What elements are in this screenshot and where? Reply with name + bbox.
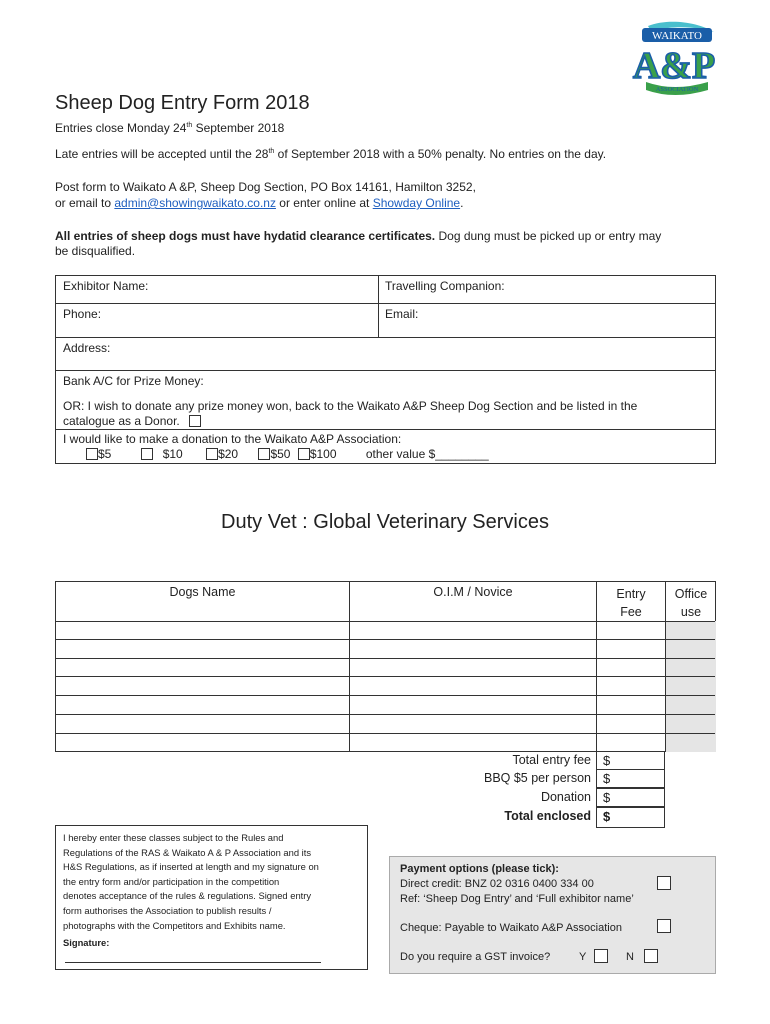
direct-credit-text: Direct credit: BNZ 02 0316 0400 334 00 [400,878,594,890]
declaration-box [55,825,368,970]
col-dogs-name: Dogs Name [169,585,236,599]
declaration-line: H&S Regulations, as if inserted at length and my signature on [63,861,319,873]
showday-online-link[interactable]: Showday Online [372,196,461,210]
other-value-field[interactable]: other value $________ [365,447,489,461]
donation-100-checkbox[interactable] [298,448,310,460]
hydatid-notice-line2: be disqualified. [55,244,136,258]
email-link[interactable]: admin@showingwaikato.co.nz [114,196,276,210]
direct-credit-checkbox[interactable] [657,876,671,890]
donation-5-checkbox[interactable] [86,448,98,460]
bbq-label: BBQ $5 per person [483,771,591,785]
col-oim-novice: O.I.M / Novice [433,585,513,599]
hydatid-notice: All entries of sheep dogs must have hydatid clearance certificates. Dog dung must be picked up or entry may [55,229,662,243]
address-field[interactable]: Address: [63,341,111,355]
payment-options-box [389,856,716,974]
donation-total-field[interactable]: $ [596,788,665,807]
post-address-text: Post form to Waikato A &P, Sheep Dog Section, PO Box 14161, Hamilton 3252, [55,180,476,194]
donate-prize-text: OR: I wish to donate any prize money won, back to the Waikato A&P Sheep Dog Section and be listed in the [63,399,638,413]
gst-no-checkbox[interactable] [644,949,658,963]
exhibitor-name-field[interactable]: Exhibitor Name: [63,279,149,293]
duty-vet-heading: Duty Vet : Global Veterinary Services [221,511,549,533]
table-row[interactable] [56,640,349,658]
entries-close-text: Entries close Monday 24th September 2018 [55,121,285,135]
table-row[interactable] [56,659,349,676]
donation-label: I would like to make a donation to the Waikato A&P Association: [63,432,402,446]
page-title: Sheep Dog Entry Form 2018 [55,92,310,114]
phone-field[interactable]: Phone: [63,307,102,321]
gst-no-label: N [626,951,634,963]
dogs-entry-table [55,581,716,752]
donor-checkbox[interactable] [189,415,201,427]
declaration-line: form authorises the Association to publish results / [63,904,272,916]
declaration-line: the entry form and/or participation in the competition [63,875,280,887]
logo-main-text: A&P [632,45,716,87]
donation-50-checkbox[interactable] [258,448,270,460]
donation-50-label: $50 [270,447,291,461]
donation-5-label: $5 [98,447,112,461]
late-entries-text: Late entries will be accepted until the 28th of September 2018 with a 50% penalty. No entries on the day. [55,147,607,161]
total-enclosed-label: Total enclosed [504,809,591,823]
donation-20-checkbox[interactable] [206,448,218,460]
travelling-companion-field[interactable]: Travelling Companion: [385,279,505,293]
logo-top-text: WAIKATO [652,30,702,42]
signature-field[interactable] [65,962,321,963]
bbq-field[interactable]: $ [596,769,665,788]
email-online-text: or email to admin@showingwaikato.co.nz or enter online at Showday Online. [55,196,464,210]
total-entry-fee-label: Total entry fee [512,753,591,767]
donation-10-label: $10 [162,447,183,461]
table-row[interactable] [56,677,349,695]
declaration-line: Regulations of the RAS & Waikato A & P Association and its [63,846,312,858]
donation-20-label: $20 [218,447,239,461]
donor-option: catalogue as a Donor. [63,414,201,428]
logo-bottom-text: ASSOCIATION [655,86,699,93]
col-entry-fee: Entry Fee [616,587,646,619]
declaration-line: I hereby enter these classes subject to the Rules and [63,832,284,843]
table-row[interactable] [56,734,349,752]
declaration-line: denotes acceptance of the rules & regulations. Signed entry [63,890,312,902]
donation-amounts [86,447,489,461]
table-row[interactable] [56,715,349,733]
bank-account-field[interactable]: Bank A/C for Prize Money: [63,374,204,388]
total-entry-fee-field[interactable]: $ [596,751,665,770]
waikato-ap-logo [628,20,720,102]
email-field[interactable]: Email: [385,307,419,321]
col-office-use: Office use [674,587,708,619]
total-enclosed-field[interactable]: $ [596,807,665,828]
cheque-text: Cheque: Payable to Waikato A&P Association [400,922,622,934]
payment-title: Payment options (please tick): [400,863,559,875]
cheque-checkbox[interactable] [657,919,671,933]
table-row[interactable] [56,622,349,639]
signature-label: Signature: [63,937,110,949]
gst-yes-checkbox[interactable] [594,949,608,963]
reference-text: Ref: ‘Sheep Dog Entry’ and ‘Full exhibitor name’ [400,893,634,905]
gst-question: Do you require a GST invoice? [400,951,551,963]
donation-10-checkbox[interactable] [141,448,153,460]
donation-100-label: $100 [309,447,337,461]
table-row[interactable] [56,696,349,714]
gst-yes-label: Y [579,951,587,963]
declaration-line: photographs with the Competitors and Exhibits name. [63,919,286,931]
exhibitor-details-table [55,275,716,464]
donation-total-label: Donation [540,790,591,804]
